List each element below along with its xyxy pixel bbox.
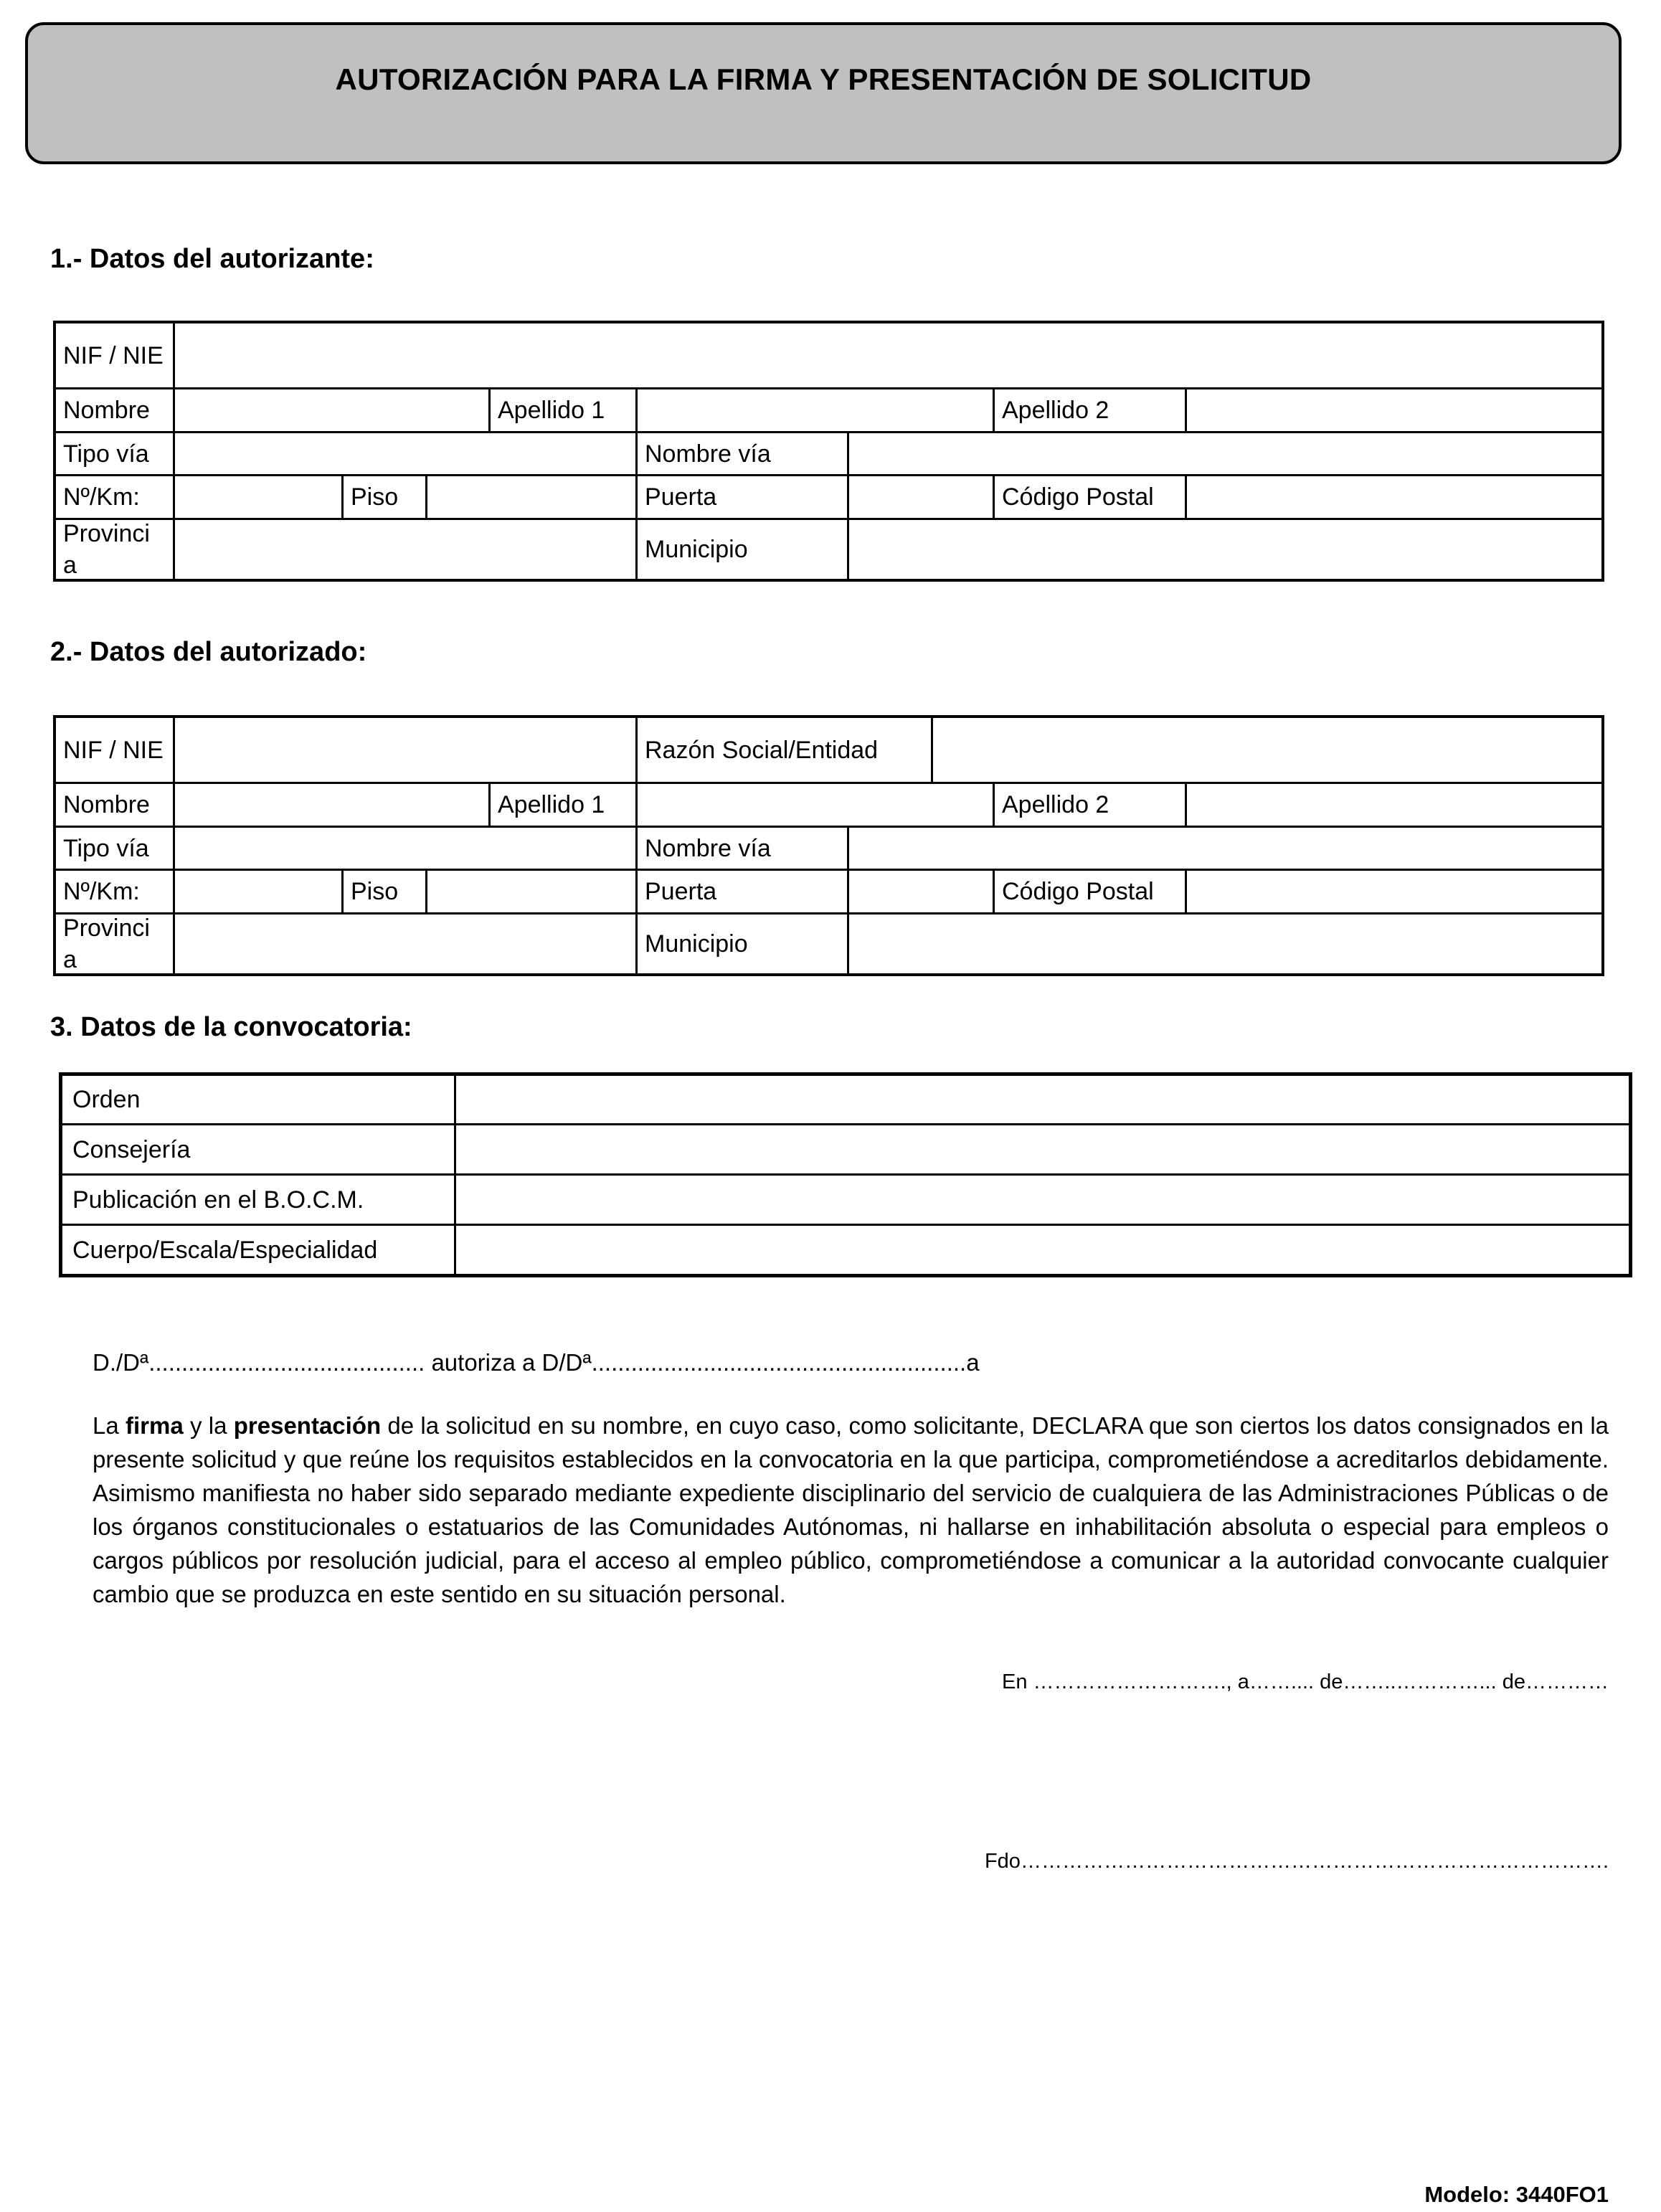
codigo-postal-field[interactable] (1187, 871, 1601, 912)
num-km-field[interactable] (175, 871, 344, 912)
tipo-via-label: Tipo vía (56, 828, 175, 869)
apellido2-field[interactable] (1187, 389, 1601, 431)
puerta-field[interactable] (849, 871, 995, 912)
signature-line: Fdo…………………………………………………………………………. (984, 1850, 1609, 1873)
apellido2-field[interactable] (1187, 784, 1601, 826)
nombre-via-label: Nombre vía (638, 433, 849, 474)
piso-label: Piso (344, 871, 427, 912)
authorization-line: D./Dª.......................................... autoriza a D/Dª.........................................................a (93, 1349, 980, 1376)
publicacion-bocm-label: Publicación en el B.O.C.M. (62, 1176, 456, 1224)
section1-heading: 1.- Datos del autorizante: (50, 244, 374, 274)
cuerpo-escala-label: Cuerpo/Escala/Especialidad (62, 1226, 456, 1274)
call-table (59, 1072, 1632, 1277)
model-code: Modelo: 3440FO1 (1424, 2182, 1609, 2207)
publicacion-bocm-field[interactable] (456, 1176, 1629, 1224)
nif-field[interactable] (175, 323, 1601, 387)
codigo-postal-label: Código Postal (995, 476, 1187, 518)
section3-heading: 3. Datos de la convocatoria: (50, 1012, 412, 1042)
nombre-field[interactable] (175, 784, 491, 826)
orden-label: Orden (62, 1076, 456, 1123)
piso-field[interactable] (427, 476, 638, 518)
piso-label: Piso (344, 476, 427, 518)
razon-social-label: Razón Social/Entidad (638, 718, 933, 782)
apellido1-field[interactable] (638, 784, 995, 826)
nombre-via-field[interactable] (849, 433, 1601, 474)
declaration-text: La (93, 1412, 126, 1439)
nombre-label: Nombre (56, 784, 175, 826)
nombre-via-field[interactable] (849, 828, 1601, 869)
municipio-field[interactable] (849, 520, 1601, 579)
apellido1-label: Apellido 1 (491, 389, 638, 431)
declaration-bold-presentacion: presentación (233, 1412, 382, 1439)
cuerpo-escala-field[interactable] (456, 1226, 1629, 1274)
consejeria-label: Consejería (62, 1125, 456, 1173)
codigo-postal-label: Código Postal (995, 871, 1187, 912)
nif-label: NIF / NIE (56, 323, 175, 387)
declaration-text: de la solicitud en su nombre, en cuyo caso, como solicitante, DECLARA que son ciertos los datos consignados en la presente solicitud y que reúne los requisitos establecidos en la convocatoria en la que participa, comprometiéndose a acreditarlos debidamente. Asimismo manifiesta no haber sido separado mediante expediente disciplinario del servicio de cualquiera de las Administraciones Públicas o de los órganos constitucionales o estatuarios de las Comunidades Autónomas, ni hallarse en inhabilitación absoluta o especial para empleos o cargos públicos por resolución judicial, para el acceso al empleo público, comprometiéndose a comunicar a la autoridad convocante cualquier cambio que se produzca en este sentido en su situación personal. (93, 1412, 1609, 1607)
num-km-label: Nº/Km: (56, 871, 175, 912)
apellido2-label: Apellido 2 (995, 784, 1187, 826)
provincia-label: Provinci a (56, 914, 175, 973)
declaration-text: y la (183, 1412, 234, 1439)
razon-social-field[interactable] (933, 718, 1601, 782)
authorized-table (53, 715, 1604, 976)
apellido2-label: Apellido 2 (995, 389, 1187, 431)
municipio-label: Municipio (638, 914, 849, 973)
nif-label: NIF / NIE (56, 718, 175, 782)
consejeria-field[interactable] (456, 1125, 1629, 1173)
document-title: AUTORIZACIÓN PARA LA FIRMA Y PRESENTACIÓN DE SOLICITUD (335, 62, 1312, 96)
puerta-label: Puerta (638, 476, 849, 518)
provincia-field[interactable] (175, 914, 638, 973)
place-date-line: En ………………………., a…….... de……..…………... de………… (1002, 1670, 1609, 1693)
apellido1-label: Apellido 1 (491, 784, 638, 826)
tipo-via-field[interactable] (175, 433, 638, 474)
tipo-via-label: Tipo vía (56, 433, 175, 474)
declaration-bold-firma: firma (126, 1412, 184, 1439)
provincia-field[interactable] (175, 520, 638, 579)
codigo-postal-field[interactable] (1187, 476, 1601, 518)
piso-field[interactable] (427, 871, 638, 912)
nif-field[interactable] (175, 718, 638, 782)
num-km-label: Nº/Km: (56, 476, 175, 518)
nombre-label: Nombre (56, 389, 175, 431)
apellido1-field[interactable] (638, 389, 995, 431)
orden-field[interactable] (456, 1076, 1629, 1123)
puerta-label: Puerta (638, 871, 849, 912)
tipo-via-field[interactable] (175, 828, 638, 869)
section2-heading: 2.- Datos del autorizado: (50, 637, 367, 667)
authorizer-table (53, 321, 1604, 582)
declaration-paragraph (93, 1409, 1609, 1611)
municipio-label: Municipio (638, 520, 849, 579)
nombre-via-label: Nombre vía (638, 828, 849, 869)
puerta-field[interactable] (849, 476, 995, 518)
title-banner (25, 22, 1622, 164)
num-km-field[interactable] (175, 476, 344, 518)
provincia-label: Provinci a (56, 520, 175, 579)
nombre-field[interactable] (175, 389, 491, 431)
municipio-field[interactable] (849, 914, 1601, 973)
